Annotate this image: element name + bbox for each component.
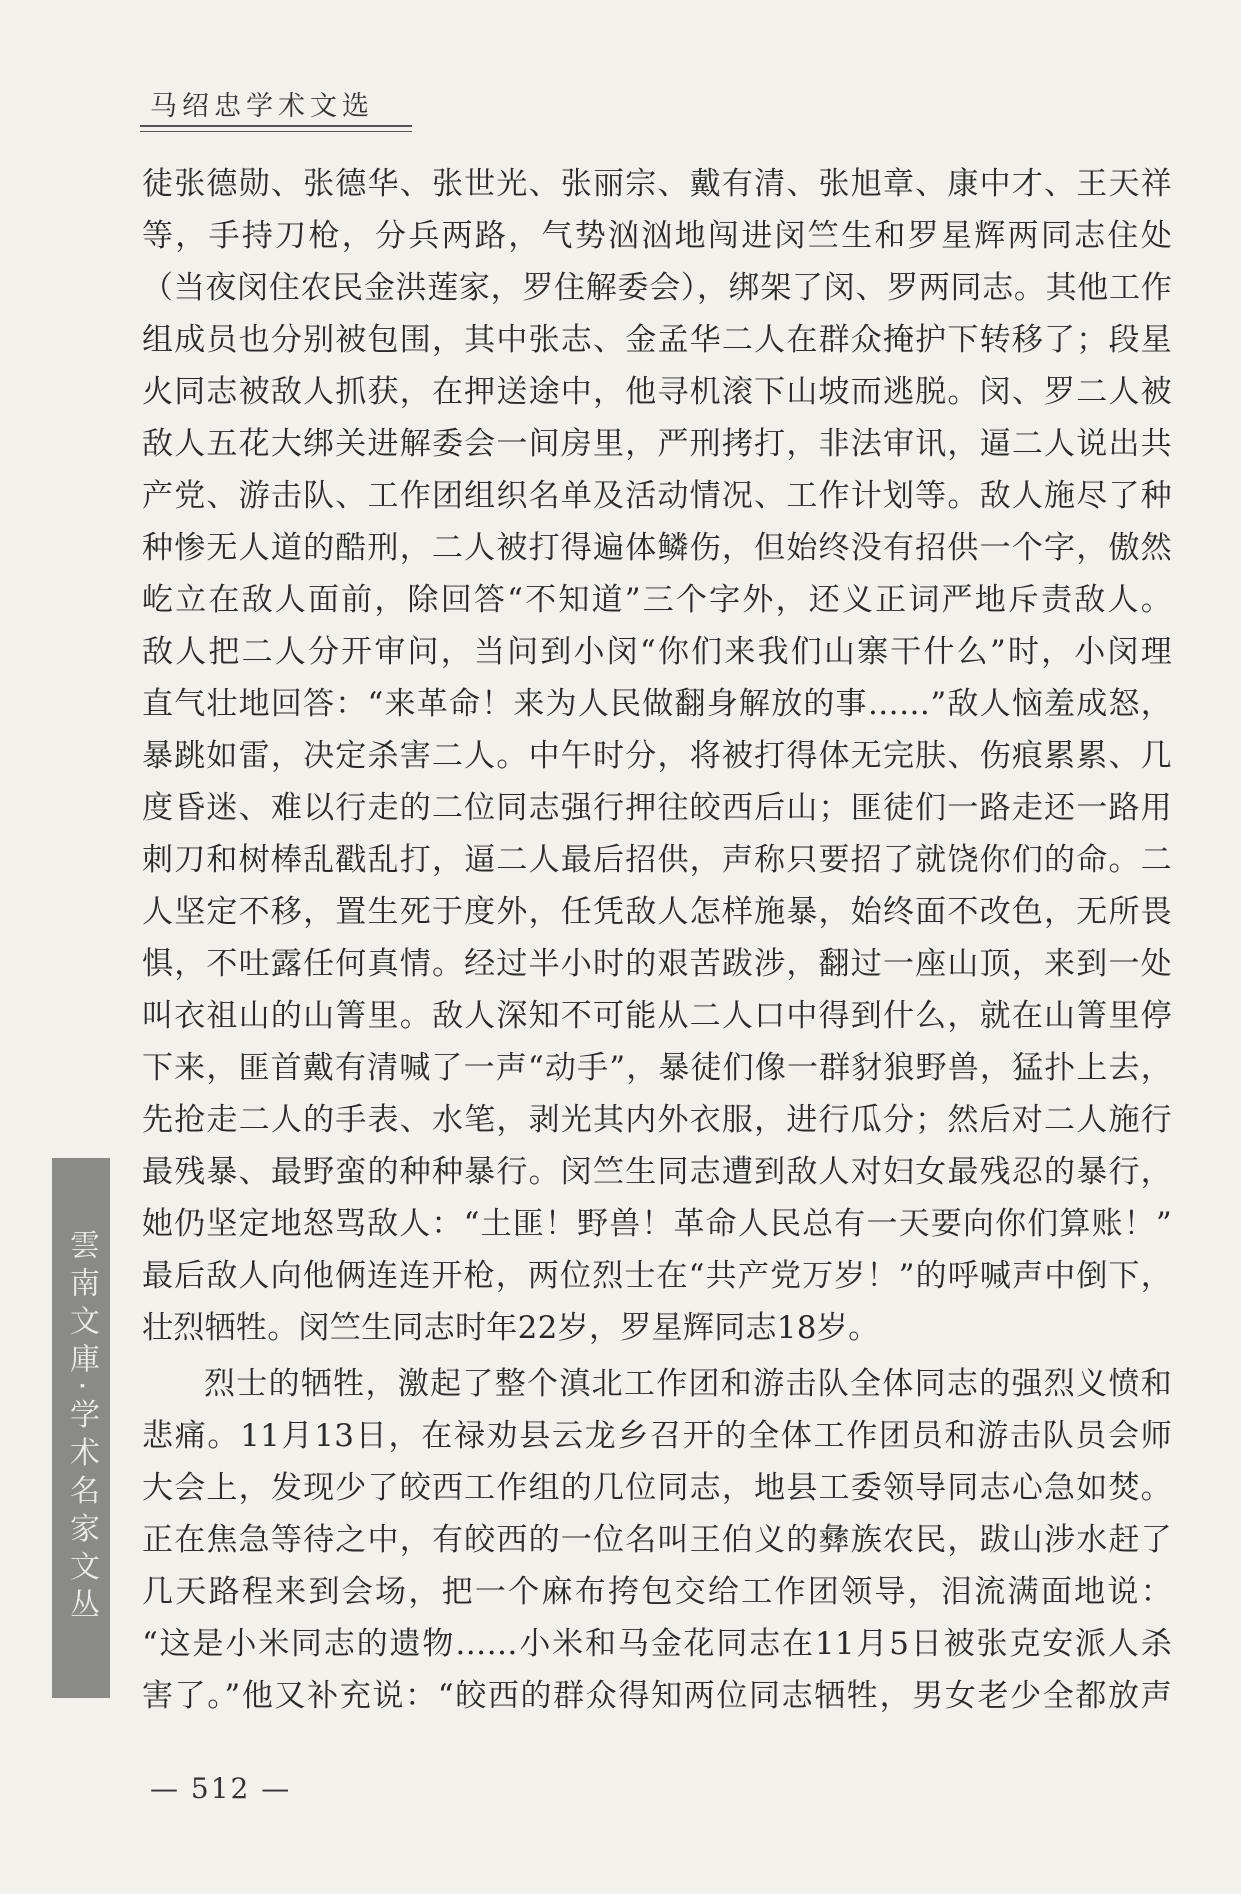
text-line: 种惨无人道的酷刑，二人被打得遍体鳞伤，但始终没有招供一个字，傲然	[142, 530, 1172, 566]
text-line: 敌人五花大绑关进解委会一间房里，严刑拷打，非法审讯，逼二人说出共	[142, 426, 1172, 462]
text-line: 惧，不吐露任何真情。经过半小时的艰苦跋涉，翻过一座山顶，来到一处	[142, 946, 1172, 982]
text-line: 敌人把二人分开审问，当问到小闵“你们来我们山寨干什么”时，小闵理	[142, 634, 1172, 670]
text-line: 悲痛。11月13日，在禄劝县云龙乡召开的全体工作团员和游击队员会师	[142, 1418, 1172, 1454]
text-line: 最后敌人向他俩连连开枪，两位烈士在“共产党万岁！”的呼喊声中倒下，	[142, 1258, 1172, 1294]
text-line: “这是小米同志的遗物……小米和马金花同志在11月5日被张克安派人杀	[142, 1626, 1172, 1662]
text-line: 先抢走二人的手表、水笔，剥光其内外衣服，进行瓜分；然后对二人施行	[142, 1102, 1172, 1138]
header-rule-thin	[140, 131, 412, 132]
text-line: 害了。”他又补充说：“皎西的群众得知两位同志牺牲，男女老少全都放声	[142, 1678, 1172, 1714]
text-line: 大会上，发现少了皎西工作组的几位同志，地县工委领导同志心急如焚。	[142, 1470, 1172, 1506]
text-line: 她仍坚定地怒骂敌人：“土匪！野兽！革命人民总有一天要向你们算账！”	[142, 1206, 1172, 1242]
text-line: 直气壮地回答：“来革命！来为人民做翻身解放的事……”敌人恼羞成怒，	[142, 686, 1172, 722]
text-line: 下来，匪首戴有清喊了一声“动手”，暴徒们像一群豺狼野兽，猛扑上去，	[142, 1050, 1172, 1086]
running-title: 马绍忠学术文选	[150, 91, 374, 122]
text-line: 壮烈牺牲。闵竺生同志时年22岁，罗星辉同志18岁。	[142, 1310, 880, 1346]
text-line: 组成员也分别被包围，其中张志、金孟华二人在群众掩护下转移了；段星	[142, 322, 1172, 358]
text-line: 烈士的牺牲，激起了整个滇北工作团和游击队全体同志的强烈义愤和	[204, 1366, 1172, 1402]
text-line: 暴跳如雷，决定杀害二人。中午时分，将被打得体无完肤、伤痕累累、几	[142, 738, 1172, 774]
text-line: 叫衣祖山的山箐里。敌人深知不可能从二人口中得到什么，就在山箐里停	[142, 998, 1172, 1034]
series-side-band	[52, 1158, 110, 1698]
header-rule-thick	[140, 125, 412, 127]
page-number: — 512 —	[150, 1772, 292, 1805]
series-label: 雲南文庫·学术名家文丛	[64, 1229, 99, 1627]
text-line: 正在焦急等待之中，有皎西的一位名叫王伯义的彝族农民，跋山涉水赶了	[142, 1522, 1172, 1558]
text-line: 屹立在敌人面前，除回答“不知道”三个字外，还义正词严地斥责敌人。	[142, 582, 1172, 618]
text-line: 徒张德勋、张德华、张世光、张丽宗、戴有清、张旭章、康中才、王天祥	[142, 166, 1172, 202]
text-line: 最残暴、最野蛮的种种暴行。闵竺生同志遭到敌人对妇女最残忍的暴行，	[142, 1154, 1172, 1190]
text-line: （当夜闵住农民金洪莲家，罗住解委会），绑架了闵、罗两同志。其他工作	[142, 270, 1172, 306]
body-text	[142, 158, 1172, 1722]
text-line: 刺刀和树棒乱戳乱打，逼二人最后招供，声称只要招了就饶你们的命。二	[142, 842, 1172, 878]
text-line: 等，手持刀枪，分兵两路，气势汹汹地闯进闵竺生和罗星辉两同志住处	[142, 218, 1172, 254]
paragraph-1	[142, 158, 1172, 1354]
text-line: 几天路程来到会场，把一个麻布挎包交给工作团领导，泪流满面地说：	[142, 1574, 1172, 1610]
text-line: 产党、游击队、工作团组织名单及活动情况、工作计划等。敌人施尽了种	[142, 478, 1172, 514]
text-line: 度昏迷、难以行走的二位同志强行押往皎西后山；匪徒们一路走还一路用	[142, 790, 1172, 826]
text-line: 火同志被敌人抓获，在押送途中，他寻机滚下山坡而逃脱。闵、罗二人被	[142, 374, 1172, 410]
paragraph-2	[142, 1358, 1172, 1722]
text-line: 人坚定不移，置生死于度外，任凭敌人怎样施暴，始终面不改色，无所畏	[142, 894, 1172, 930]
